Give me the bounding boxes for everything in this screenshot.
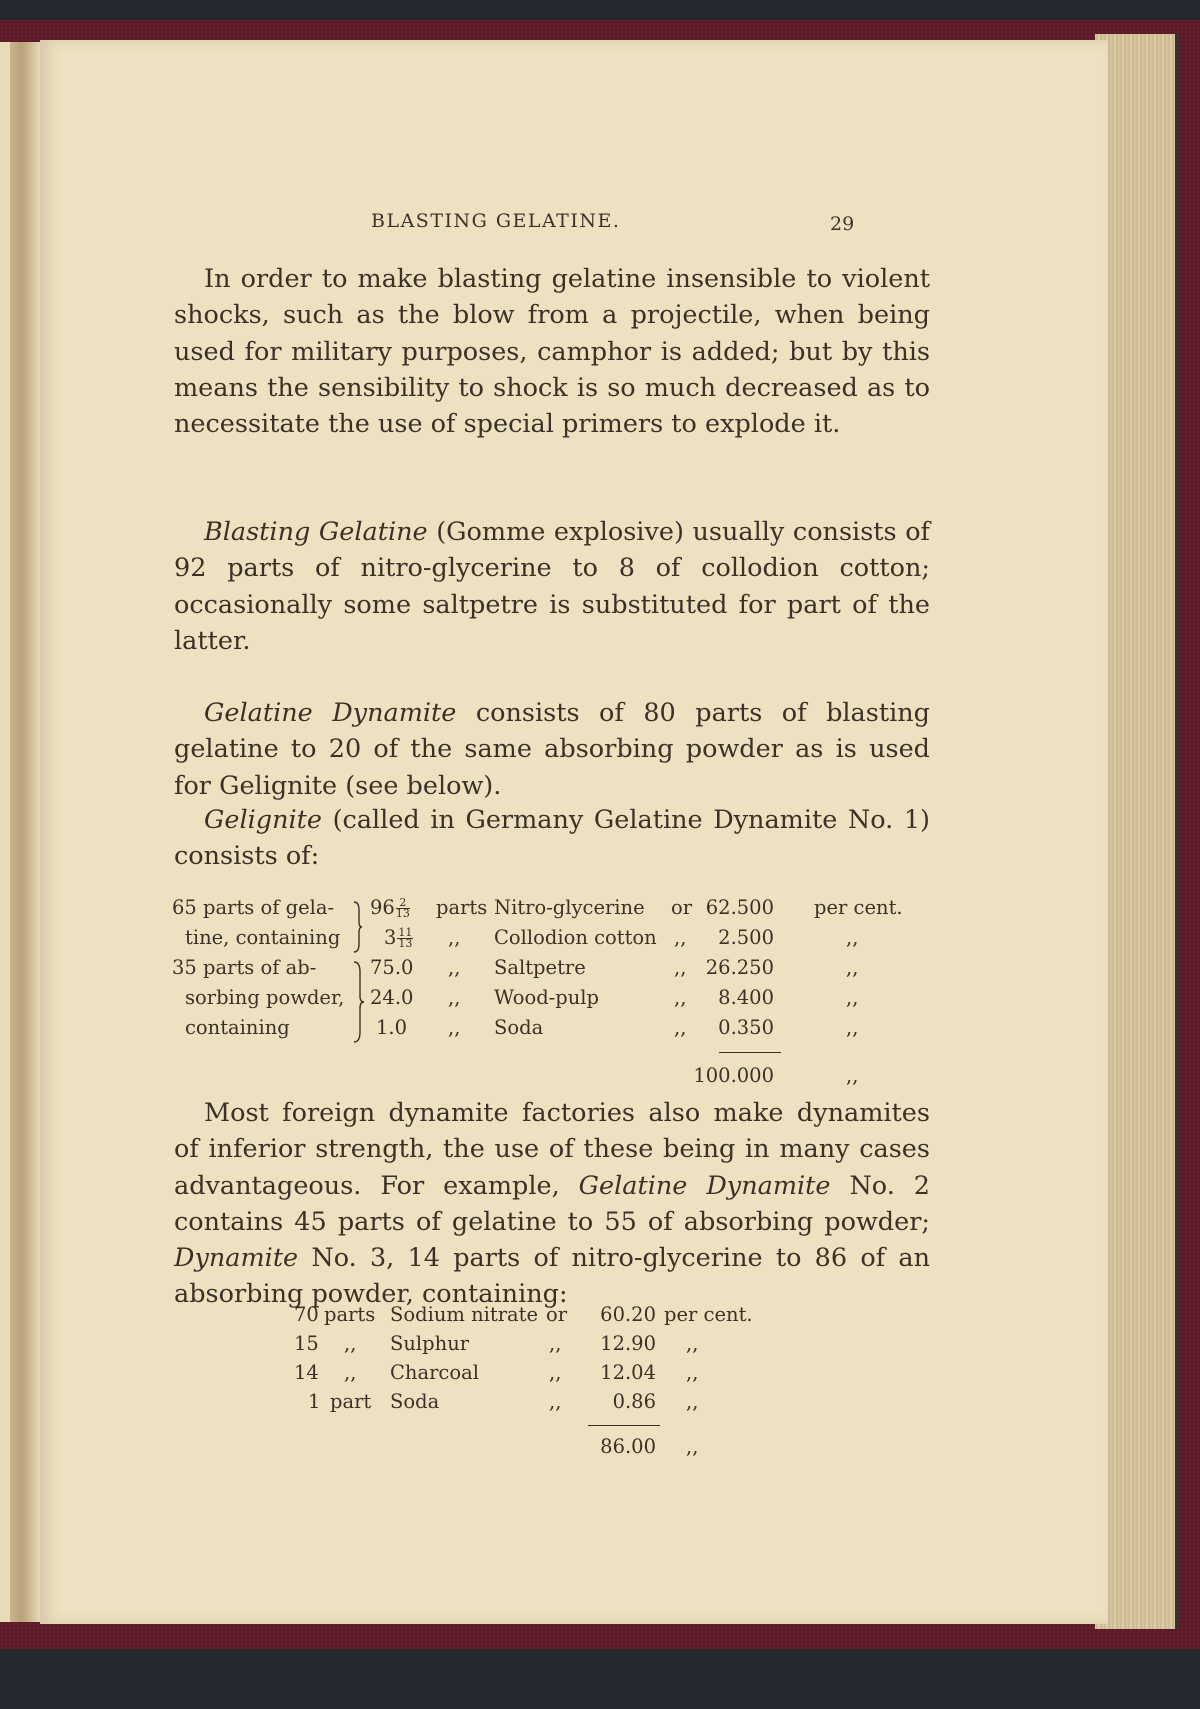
sum-rule [588, 1425, 660, 1426]
percent-suffix: ,, [846, 956, 859, 979]
unit: ,, [448, 956, 461, 979]
unit: ,, [448, 1016, 461, 1039]
amount: 96 $\frac{2}{13}$ [370, 896, 410, 920]
percent-prefix: ,, [674, 1016, 687, 1039]
amount: 3 $\frac{11}{13}$ [384, 926, 413, 950]
term-gelatine-dynamite: Gelatine Dynamite [578, 1170, 831, 1201]
brace-icon [352, 960, 366, 1044]
parts-value: 1 [308, 1390, 321, 1413]
paragraph-blasting-gelatine [174, 514, 930, 659]
percent-value: 12.90 [600, 1332, 656, 1355]
percent-suffix: ,, [846, 1064, 859, 1087]
percent-prefix: ,, [674, 926, 687, 949]
paragraph-text: In order to make blasting gelatine insensible to violent shocks, such as the blow from a projectile, when being used for military purposes, camphor is added; but by this means the sensibility to shock is so much decreased as to necessitate the use of special primers to explode it. [174, 264, 930, 440]
percent-prefix: or [546, 1303, 568, 1326]
ingredient: Wood-pulp [494, 986, 600, 1009]
facing-page-edge [0, 42, 10, 1622]
paragraph-gelignite [174, 802, 930, 875]
percent-prefix: ,, [549, 1390, 562, 1413]
running-head-title: BLASTING GELATINE. [371, 210, 621, 232]
percent-suffix: ,, [686, 1361, 699, 1384]
book-cloth-top [0, 0, 1200, 20]
ingredient: Sulphur [390, 1332, 470, 1355]
unit: ,, [344, 1332, 357, 1355]
book-gutter [10, 42, 40, 1622]
amount: 1.0 [376, 1016, 408, 1039]
paragraph-text: No. 3, 14 parts of nitro-glycerine to 86 of an absorbing powder, containing: [174, 1243, 930, 1310]
percent-value: 26.250 [705, 956, 774, 979]
ingredient: Saltpetre [494, 956, 586, 979]
paragraph-text: (called in Germany Gelatine Dynamite No. 1) consists of: [174, 805, 930, 872]
total-percent: 86.00 [600, 1435, 656, 1458]
page-number: 29 [830, 213, 855, 235]
percent-suffix: ,, [686, 1435, 699, 1458]
book-page [40, 40, 1109, 1624]
book-cloth-bottom [0, 1649, 1200, 1709]
percent-value: 8.400 [718, 986, 774, 1009]
dynamite-no3-composition-table [294, 1303, 794, 1473]
unit: parts [436, 896, 488, 919]
percent-prefix: ,, [674, 986, 687, 1009]
term-gelatine-dynamite: Gelatine Dynamite [204, 698, 457, 728]
sum-rule [719, 1052, 781, 1053]
percent-value: 62.500 [705, 896, 774, 919]
group-label: 35 parts of ab- [172, 956, 317, 979]
term-blasting-gelatine: Blasting Gelatine [204, 517, 428, 547]
brace-icon [352, 900, 364, 954]
percent-value: 60.20 [600, 1303, 656, 1326]
percent-value: 12.04 [600, 1361, 656, 1384]
percent-value: 0.86 [612, 1390, 656, 1413]
group-label: sorbing powder, [185, 986, 345, 1009]
group-label: 65 parts of gela- [172, 896, 335, 919]
amount: 24.0 [370, 986, 414, 1009]
term-gelignite: Gelignite [204, 805, 323, 835]
percent-prefix: ,, [549, 1361, 562, 1384]
percent-suffix: ,, [686, 1332, 699, 1355]
group-label: containing [185, 1016, 290, 1039]
ingredient: Soda [390, 1390, 440, 1413]
percent-prefix: ,, [549, 1332, 562, 1355]
percent-suffix: per cent. [814, 896, 903, 919]
percent-prefix: ,, [674, 956, 687, 979]
percent-value: 2.500 [718, 926, 774, 949]
unit: ,, [344, 1361, 357, 1384]
ingredient: Collodion cotton [494, 926, 657, 949]
parts-value: 14 [294, 1361, 319, 1384]
amount: 75.0 [370, 956, 414, 979]
unit: parts [324, 1303, 376, 1326]
paragraph-gelatine-dynamite [174, 695, 930, 804]
parts-value: 70 [294, 1303, 319, 1326]
paragraph-text: Most foreign dynamite factories also make dynamites of inferior strength, the use of these being in many cases advantageous. For example, [174, 1098, 930, 1201]
percent-suffix: ,, [846, 986, 859, 1009]
ingredient: Sodium nitrate [390, 1303, 539, 1326]
unit: ,, [448, 926, 461, 949]
ingredient: Charcoal [390, 1361, 479, 1384]
paragraph-inferior-dynamites [174, 1095, 930, 1313]
paragraph-text: consists of 80 parts of blasting gelatine to 20 of the same absorbing powder as is used for Gelignite (see below). [174, 698, 930, 801]
percent-value: 0.350 [718, 1016, 774, 1039]
percent-suffix: per cent. [664, 1303, 753, 1326]
percent-suffix: ,, [686, 1390, 699, 1413]
paragraph-camphor [174, 261, 930, 442]
percent-suffix: ,, [846, 926, 859, 949]
ingredient: Soda [494, 1016, 544, 1039]
unit: ,, [448, 986, 461, 1009]
term-dynamite: Dynamite [174, 1243, 299, 1274]
paragraph-text: (Gomme explosive) usually consists of 92 parts of nitro-glycerine to 8 of collodion cotton; occasionally some saltpetre is substituted for part of the latter. [174, 517, 930, 656]
parts-value: 15 [294, 1332, 319, 1355]
unit: part [330, 1390, 372, 1413]
paragraph-text: No. 2 contains 45 parts of gelatine to 55 of absorbing powder; [174, 1170, 930, 1237]
percent-suffix: ,, [846, 1016, 859, 1039]
group-label: tine, containing [185, 926, 341, 949]
percent-prefix: or [671, 896, 693, 919]
total-percent: 100.000 [693, 1064, 774, 1087]
ingredient: Nitro-glycerine [494, 896, 645, 919]
